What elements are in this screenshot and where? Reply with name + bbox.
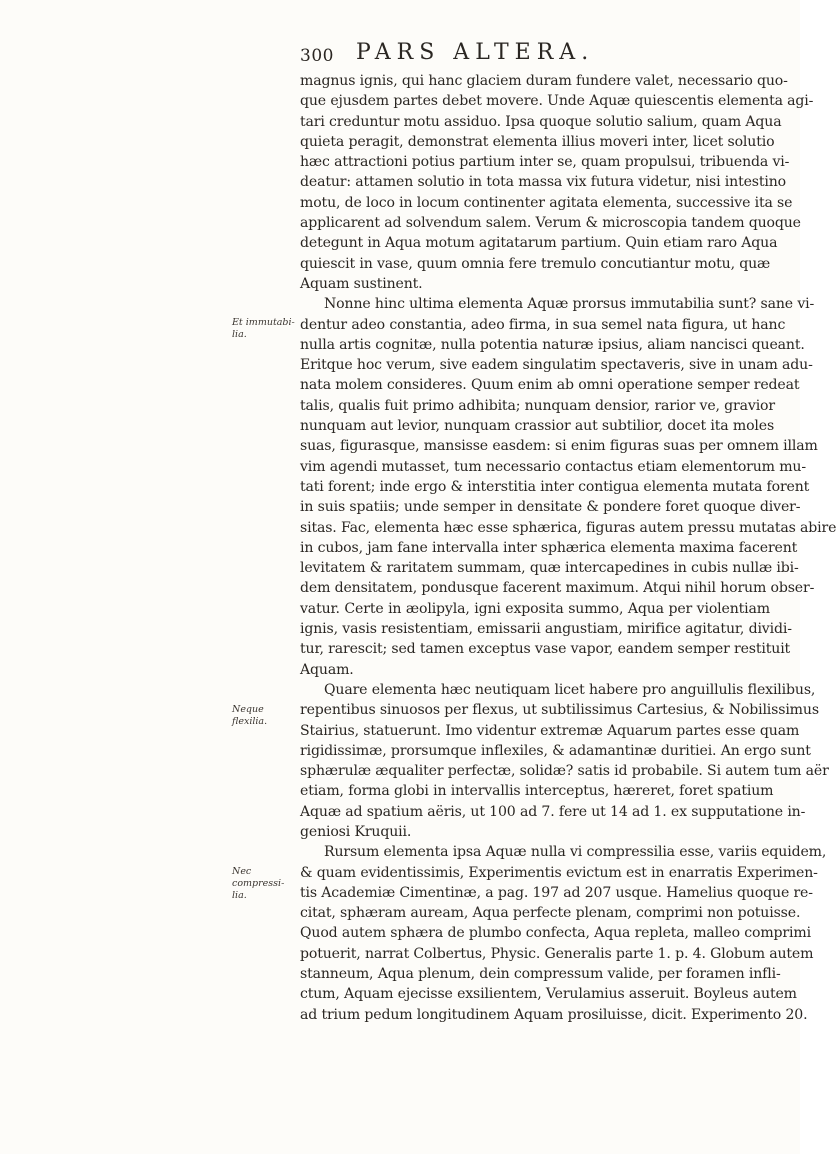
text-line: hæc attractioni potius partium inter se, quam propulsui, tribuenda vi- (300, 154, 790, 171)
text-line: rigidissimæ, prorsumque inflexiles, & adamantinæ duritiei. An ergo sunt (300, 742, 811, 759)
text-line: quieta peragit, demonstrat elementa illius moveri inter, licet solutio (300, 133, 775, 150)
text-line: geniosi Kruquii. (300, 823, 412, 840)
text-line: dentur adeo constantia, adeo firma, in sua semel nata figura, ut hanc (300, 316, 786, 333)
text-line: Nonne hinc ultima elementa Aquæ prorsus immutabilia sunt? sane vi- (324, 296, 815, 313)
text-line: stanneum, Aqua plenum, dein compressum valide, per foramen infli- (300, 966, 781, 983)
text-line: nulla artis cognitæ, nulla potentia naturæ ipsius, aliam nancisci queant. (300, 336, 805, 353)
text-line: que ejusdem partes debet movere. Unde Aquæ quiescentis elementa agi- (300, 93, 814, 110)
text-line: potuerit, narrat Colbertus, Physic. Generalis parte 1. p. 4. Globum autem (300, 945, 814, 962)
text-line: nata molem consideres. Quum enim ab omni operatione semper redeat (300, 377, 800, 394)
running-head: PARS ALTERA. (356, 40, 595, 65)
text-line: Eritque hoc verum, sive eadem singulatim spectaveris, sive in unam adu- (300, 357, 813, 374)
text-line: quiescit in vase, quum omnia fere tremulo concutiantur motu, quæ (300, 255, 771, 272)
page-number: 300 (300, 46, 334, 66)
page-header (300, 40, 770, 70)
text-line: dem densitatem, pondusque facerent maximum. Atqui nihil horum obser- (300, 580, 815, 597)
text-line: Quod autem sphæra de plumbo confecta, Aqua repleta, malleo comprimi (300, 925, 811, 942)
text-line: motu, de loco in locum continenter agitata elementa, successive ita se (300, 194, 793, 211)
text-line: ad trium pedum longitudinem Aquam prosiluisse, dicit. Experimento 20. (300, 1006, 808, 1023)
body-text (300, 71, 836, 1025)
text-line: etiam, forma globi in intervallis interceptus, hæreret, foret spatium (300, 783, 774, 800)
text-line: Aquam. (300, 661, 354, 678)
text-line: Rursum elementa ipsa Aquæ nulla vi compressilia esse, variis equidem, (324, 844, 827, 861)
text-line: in suis spatiis; unde semper in densitate & pondere foret quoque diver- (300, 499, 801, 516)
text-line: suas, figurasque, mansisse easdem: si enim figuras suas per omnem illam (300, 438, 818, 455)
text-line: levitatem & raritatem summam, quæ intercapedines in cubis nullæ ibi- (300, 560, 799, 577)
text-line: deatur: attamen solutio in tota massa vix futura videtur, nisi intestino (300, 174, 787, 191)
text-line: nunquam aut levior, nunquam crassior aut subtilior, docet ita moles (300, 418, 775, 435)
text-line: tari creduntur motu assiduo. Ipsa quoque solutio salium, quam Aqua (300, 113, 782, 130)
text-line: tur, rarescit; sed tamen exceptus vase vapor, eandem semper restituit (300, 641, 791, 658)
text-line: vatur. Certe in æolipyla, igni exposita summo, Aqua per violentiam (300, 600, 770, 617)
text-line: Quare elementa hæc neutiquam licet habere pro anguillulis flexilibus, (324, 681, 816, 698)
margin-note-compressible: Nec compressi- lia. (232, 866, 285, 901)
text-line: detegunt in Aqua motum agitatarum partium. Quin etiam raro Aqua (300, 235, 778, 252)
text-line: Aquam sustinent. (300, 275, 423, 292)
text-line: & quam evidentissimis, Experimentis evictum est in enarratis Experimen- (300, 864, 818, 881)
text-line: magnus ignis, qui hanc glaciem duram fundere valet, necessario quo- (300, 73, 788, 89)
text-line: sitas. Fac, elementa hæc esse sphærica, figuras autem pressu mutatas abire (300, 519, 836, 536)
text-line: citat, sphæram auream, Aqua perfecte plenam, comprimi non potuisse. (300, 905, 801, 922)
margin-note-immutable: Et immutabi- lia. (232, 317, 295, 340)
text-line: in cubos, jam fane intervalla inter sphærica elementa maxima facerent (300, 539, 798, 556)
text-line: sphærulæ æqualiter perfectæ, solidæ? satis id probabile. Si autem tum aër (300, 763, 829, 780)
text-line: tati forent; inde ergo & interstitia inter contigua elementa mutata forent (300, 478, 810, 495)
margin-note-flexible: Neque flexilia. (232, 704, 268, 727)
text-line: ctum, Aquam ejecisse exsilientem, Verulamius asseruit. Boyleus autem (300, 986, 797, 1003)
text-line: applicarent ad solvendum salem. Verum & microscopia tandem quoque (300, 215, 801, 232)
text-line: ignis, vasis resistentiam, emissarii angustiam, mirifice agitatur, dividi- (300, 621, 792, 638)
text-line: talis, qualis fuit primo adhibita; nunquam densior, rarior ve, gravior (300, 397, 775, 414)
text-line: repentibus sinuosos per flexus, ut subtilissimus Cartesius, & Nobilissimus (300, 702, 819, 719)
text-line: tis Academiæ Cimentinæ, a pag. 197 ad 207 usque. Hamelius quoque re- (300, 884, 813, 901)
text-line: Aquæ ad spatium aëris, ut 100 ad 7. fere ut 14 ad 1. ex supputatione in- (300, 803, 806, 820)
text-line: Stairius, statuerunt. Imo videntur extremæ Aquarum partes esse quam (300, 722, 800, 739)
text-line: vim agendi mutasset, tum necessario contactus etiam elementorum mu- (300, 458, 806, 475)
